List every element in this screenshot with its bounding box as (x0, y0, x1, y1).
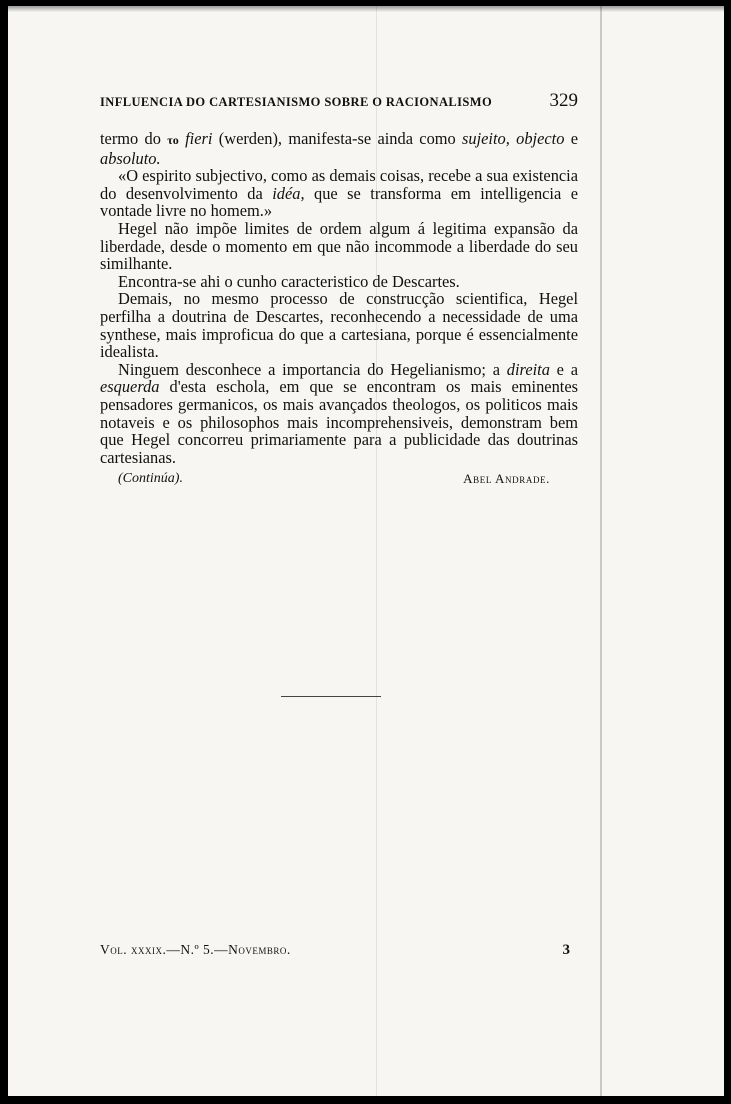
paragraph-3: Hegel não impõe limites de ordem algum á legitima expansão da liberdade, desde o momento em que não incommode a liberdade do seu similhante. (100, 218, 578, 274)
signature-mark: 3 (562, 942, 570, 958)
signature-line (100, 470, 578, 488)
page-top-shadow (8, 6, 724, 12)
paragraph-1: termo do το fieri (werden), manifesta-se ainda como sujeito, objecto e absoluto. (100, 129, 578, 168)
running-title: INFLUENCIA DO CARTESIANISMO SOBRE O RACIONALISMO (100, 95, 493, 109)
continua-note: (Continúa). (118, 471, 183, 487)
body-text (100, 130, 578, 488)
running-head (100, 90, 578, 112)
paragraph-2: «O espirito subjectivo, como as demais coisas, recebe a sua existencia do desenvolvimento da idéa, que se transforma em intelligencia e vontade livre no homem.» (100, 166, 578, 221)
section-rule (281, 696, 381, 697)
page-footer (100, 942, 578, 959)
fold-line (600, 6, 602, 1096)
page-sheet (8, 6, 724, 1096)
author-name: Abel Andrade. (463, 471, 550, 487)
paragraph-6: Ninguem desconhece a importancia do Hegelianismo; a direita e a esquerda d'esta eschola, em que se encontram os mais eminentes pensadores germanicos, os mais avançados theologos, os politicos mais notaveis e os philosophos mais incomprehensiveis, demonstram bem que Hegel concorreu primariamente para a publicidade das doutrinas cartesianas. (100, 359, 579, 467)
volume-line: Vol. xxxix.—N.º 5.—Novembro. (100, 942, 291, 957)
paragraph-5: Demais, no mesmo processo de construcção scientifica, Hegel perfilha a doutrina de Descartes, reconhecendo a necessidade de uma synthese, mais improficua do que a cartesiana, porque é essencialmente idealista. (100, 289, 578, 362)
paragraph-4: Encontra-se ahi o cunho caracteristico de Descartes. (118, 271, 460, 291)
page-number: 329 (549, 90, 578, 111)
